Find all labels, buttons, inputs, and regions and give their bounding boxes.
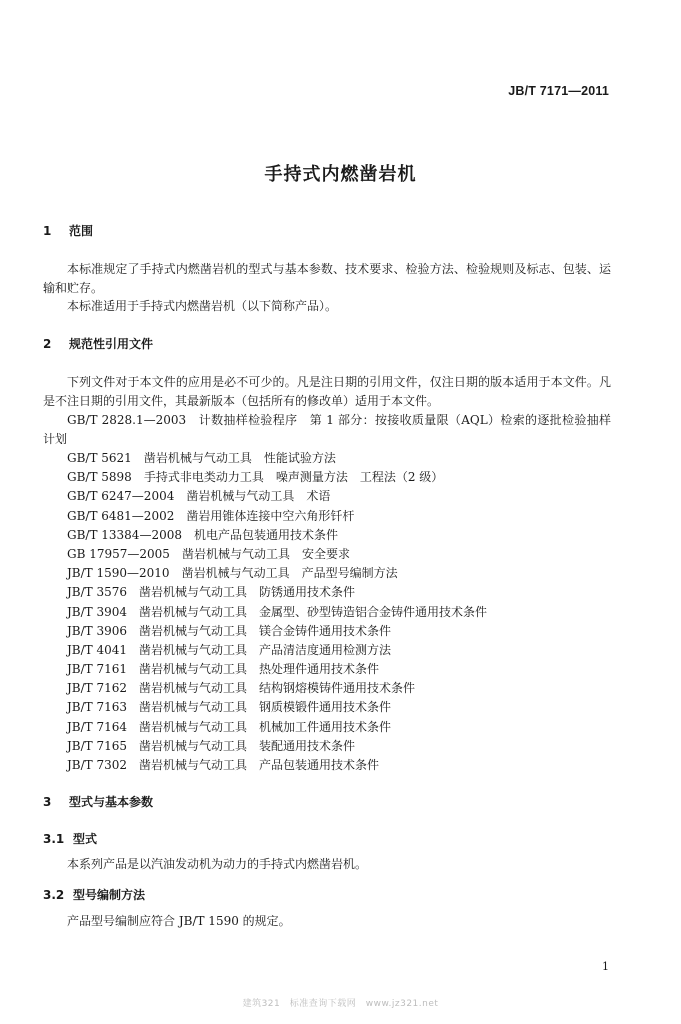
- reference-item: [67, 698, 487, 717]
- reference-item: [67, 641, 487, 660]
- section-number: 3: [43, 795, 52, 809]
- reference-code: GB/T 5621: [67, 451, 132, 465]
- reference-item: [67, 545, 487, 564]
- reference-code: JB/T 4041: [67, 642, 128, 657]
- reference-item: [67, 526, 487, 545]
- reference-code: JB/T 7162: [67, 681, 128, 696]
- scope-paragraph-1: 本标准规定了手持式内燃凿岩机的型式与基本参数、技术要求、检验方法、检验规则及标志、包装、运输和贮存。: [43, 262, 611, 295]
- watermark-text: 建筑321 标准查询下载网 www.jz321.net: [242, 999, 439, 1009]
- section-number: 2: [43, 337, 52, 351]
- reference-gb-t-2828: GB/T 2828.1—2003 计数抽样检验程序 第 1 部分：按接收质量限（AQL）检索的逐批检验抽样计划: [43, 413, 611, 446]
- reference-code: JB/T 3904: [67, 604, 128, 619]
- reference-item: [67, 487, 487, 506]
- reference-item: [67, 718, 487, 737]
- reference-code: JB/T 7165: [67, 738, 128, 753]
- reference-code: GB/T 6481—2002: [67, 508, 175, 523]
- reference-code: GB/T 5898: [67, 470, 132, 485]
- normative-reference-list: [67, 449, 487, 775]
- section-title: 范围: [69, 224, 94, 238]
- reference-title: 凿岩机械与气动工具 装配通用技术条件: [139, 738, 356, 753]
- reference-title: 凿岩机械与气动工具 热处理件通用技术条件: [139, 662, 380, 677]
- reference-code: JB/T 3576: [67, 585, 128, 600]
- section-3-heading: [43, 793, 153, 810]
- reference-item: [67, 660, 487, 679]
- reference-title: 凿岩机械与气动工具 结构钢熔模铸件通用技术条件: [139, 681, 416, 696]
- reference-code: JB/T 7302: [67, 758, 128, 772]
- reference-item: [67, 449, 487, 468]
- reference-code: JB/T 3906: [67, 623, 128, 638]
- reference-title: 凿岩机械与气动工具 防锈通用技术条件: [139, 585, 356, 600]
- reference-code: JB/T 7163: [67, 700, 128, 715]
- reference-title: 凿岩机械与气动工具 性能试验方法: [143, 451, 336, 465]
- scope-paragraph-2: 本标准适用于手持式内燃凿岩机（以下简称产品）。: [67, 299, 338, 313]
- reference-title: 凿岩用锥体连接中空六角形钎杆: [186, 508, 355, 523]
- section-number: 1: [43, 224, 52, 238]
- reference-title: 凿岩机械与气动工具 产品型号编制方法: [181, 566, 398, 581]
- reference-title: 凿岩机械与气动工具 安全要求: [181, 546, 350, 561]
- reference-title: 手持式非电类动力工具 噪声测量方法 工程法（2 级）: [143, 470, 444, 485]
- reference-code: GB 17957—2005: [67, 546, 170, 561]
- reference-item: [67, 603, 487, 622]
- reference-title: 凿岩机械与气动工具 产品清洁度通用检测方法: [139, 642, 392, 657]
- reference-title: 凿岩机械与气动工具 金属型、砂型铸造铝合金铸件通用技术条件: [139, 604, 488, 619]
- section-title: 型式与基本参数: [69, 795, 154, 809]
- reference-code: JB/T 7161: [67, 662, 128, 677]
- reference-item: [67, 468, 487, 487]
- reference-item: [67, 737, 487, 756]
- section-2-heading: [43, 335, 153, 352]
- reference-code: JB/T 1590—2010: [67, 566, 170, 581]
- model-numbering-paragraph: 产品型号编制应符合 JB/T 1590 的规定。: [67, 914, 291, 928]
- standard-code: JB/T 7171—2011: [508, 84, 609, 98]
- reference-item: [67, 507, 487, 526]
- reference-code: JB/T 7164: [67, 719, 128, 734]
- reference-title: 凿岩机械与气动工具 钢质模锻件通用技术条件: [139, 700, 392, 715]
- reference-title: 凿岩机械与气动工具 机械加工件通用技术条件: [139, 719, 392, 734]
- section-3-1-heading: [43, 830, 97, 847]
- reference-title: 机电产品包装通用技术条件: [193, 527, 338, 542]
- section-title: 型式: [73, 832, 98, 846]
- section-1-heading: [43, 222, 93, 239]
- reference-item: [67, 564, 487, 583]
- section-3-2-heading: [43, 886, 145, 903]
- reference-item: [67, 622, 487, 641]
- reference-title: 凿岩机械与气动工具 镁合金铸件通用技术条件: [139, 623, 392, 638]
- reference-item: [67, 583, 487, 602]
- reference-code: GB/T 13384—2008: [67, 527, 182, 542]
- reference-code: GB/T 6247—2004: [67, 489, 175, 504]
- section-title: 型号编制方法: [73, 888, 146, 902]
- page-number: 1: [602, 960, 609, 973]
- normative-intro-paragraph: 下列文件对于本文件的应用是必不可少的。凡是注日期的引用文件，仅注日期的版本适用于本文件。凡是不注日期的引用文件，其最新版本（包括所有的修改单）适用于本文件。: [43, 375, 611, 408]
- section-title: 规范性引用文件: [69, 337, 154, 351]
- section-number: 3.2: [43, 888, 65, 902]
- form-paragraph: 本系列产品是以汽油发动机为动力的手持式内燃凿岩机。: [67, 857, 368, 871]
- reference-title: 凿岩机械与气动工具 产品包装通用技术条件: [139, 758, 380, 772]
- reference-item: [67, 679, 487, 698]
- reference-item: [67, 756, 487, 775]
- section-number: 3.1: [43, 832, 65, 846]
- document-title: 手持式内燃凿岩机: [264, 164, 417, 185]
- reference-title: 凿岩机械与气动工具 术语: [186, 489, 331, 504]
